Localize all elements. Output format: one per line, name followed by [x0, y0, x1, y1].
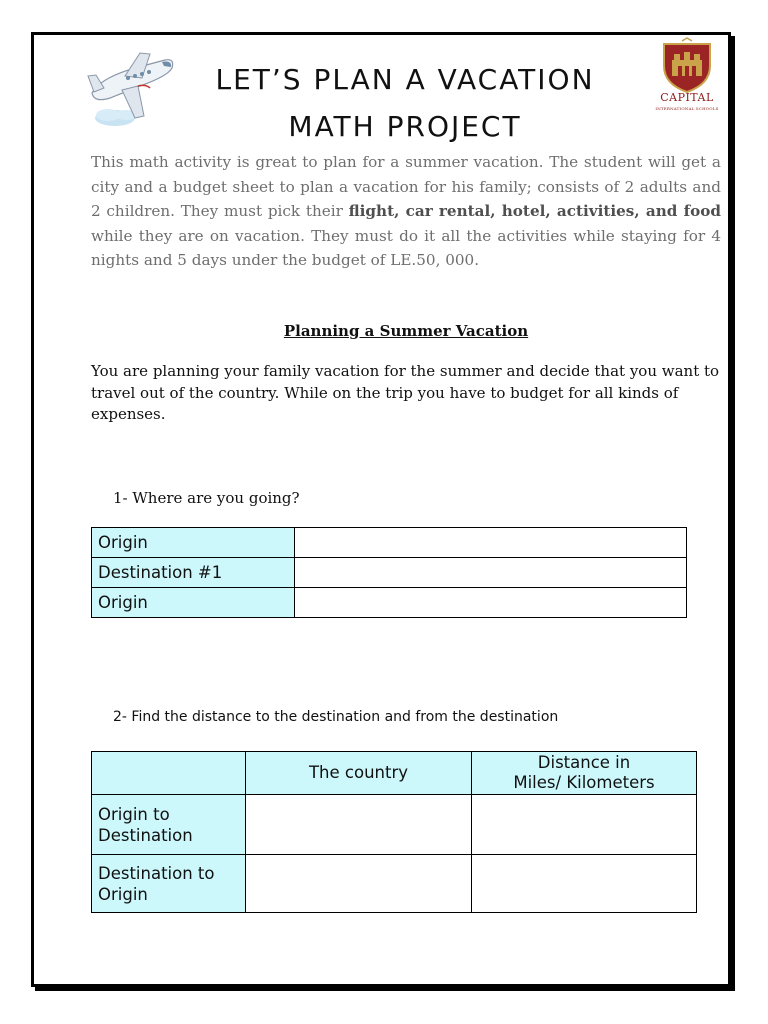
answer-cell[interactable]: [295, 558, 687, 588]
question-1-text: 1- Where are you going?: [113, 489, 300, 507]
country-cell[interactable]: [246, 795, 472, 855]
intro-text-bold: flight, car rental, hotel, activities, and food: [348, 202, 721, 220]
header-cell-empty: [92, 752, 246, 795]
header-cell-distance: [472, 752, 697, 795]
row-label-line2: Origin: [98, 884, 148, 904]
table-row: [92, 588, 687, 618]
header-distance-line2: Miles/ Kilometers: [513, 773, 655, 792]
intro-paragraph: [91, 150, 721, 273]
distance-table: [91, 751, 697, 913]
destination-table: [91, 527, 687, 618]
header-cell-country: The country: [246, 752, 472, 795]
table-row: [92, 558, 687, 588]
country-cell[interactable]: [246, 855, 472, 913]
row-label-line1: Destination to: [98, 863, 215, 883]
header-distance-line1: Distance in: [537, 753, 631, 772]
distance-cell[interactable]: [472, 795, 697, 855]
row-label-line2: Destination: [98, 825, 193, 845]
table-header-row: [92, 752, 697, 795]
table-row: [92, 855, 697, 913]
logo-wordmark: CAPITAL: [660, 91, 714, 104]
capital-school-logo: [652, 36, 722, 116]
section-paragraph: You are planning your family vacation for the summer and decide that you want to travel out of the country. While on the trip you have to budget for all kinds of expenses.: [91, 362, 720, 423]
section-heading: Planning a Summer Vacation: [283, 322, 529, 340]
page-title-line1: LET’S PLAN A VACATION: [215, 63, 595, 96]
row-label: Destination #1: [92, 558, 295, 588]
question-2-text: 2- Find the distance to the destination and from the destination: [113, 709, 559, 725]
row-label: Origin: [92, 528, 295, 558]
table-row: [92, 795, 697, 855]
row-label: Origin: [92, 588, 295, 618]
logo-subtext: INTERNATIONAL SCHOOLS: [655, 106, 719, 111]
row-label-line1: Origin to: [98, 804, 170, 824]
distance-cell[interactable]: [472, 855, 697, 913]
answer-cell[interactable]: [295, 528, 687, 558]
row-label: [92, 855, 246, 913]
table-row: [92, 528, 687, 558]
intro-text-part2: while they are on vacation. They must do it all the activities while staying for 4 nights and 5 days under the budget of LE.50, 000.: [91, 226, 721, 269]
intro-text-part1: This math activity is great to plan for a summer vacation. The student will get a city and a budget sheet to plan a vacation for his family; consists of 2 adults and 2 children. They must pick their: [91, 153, 721, 220]
answer-cell[interactable]: [295, 588, 687, 618]
row-label: [92, 795, 246, 855]
page-title-line2: MATH PROJECT: [288, 110, 522, 143]
